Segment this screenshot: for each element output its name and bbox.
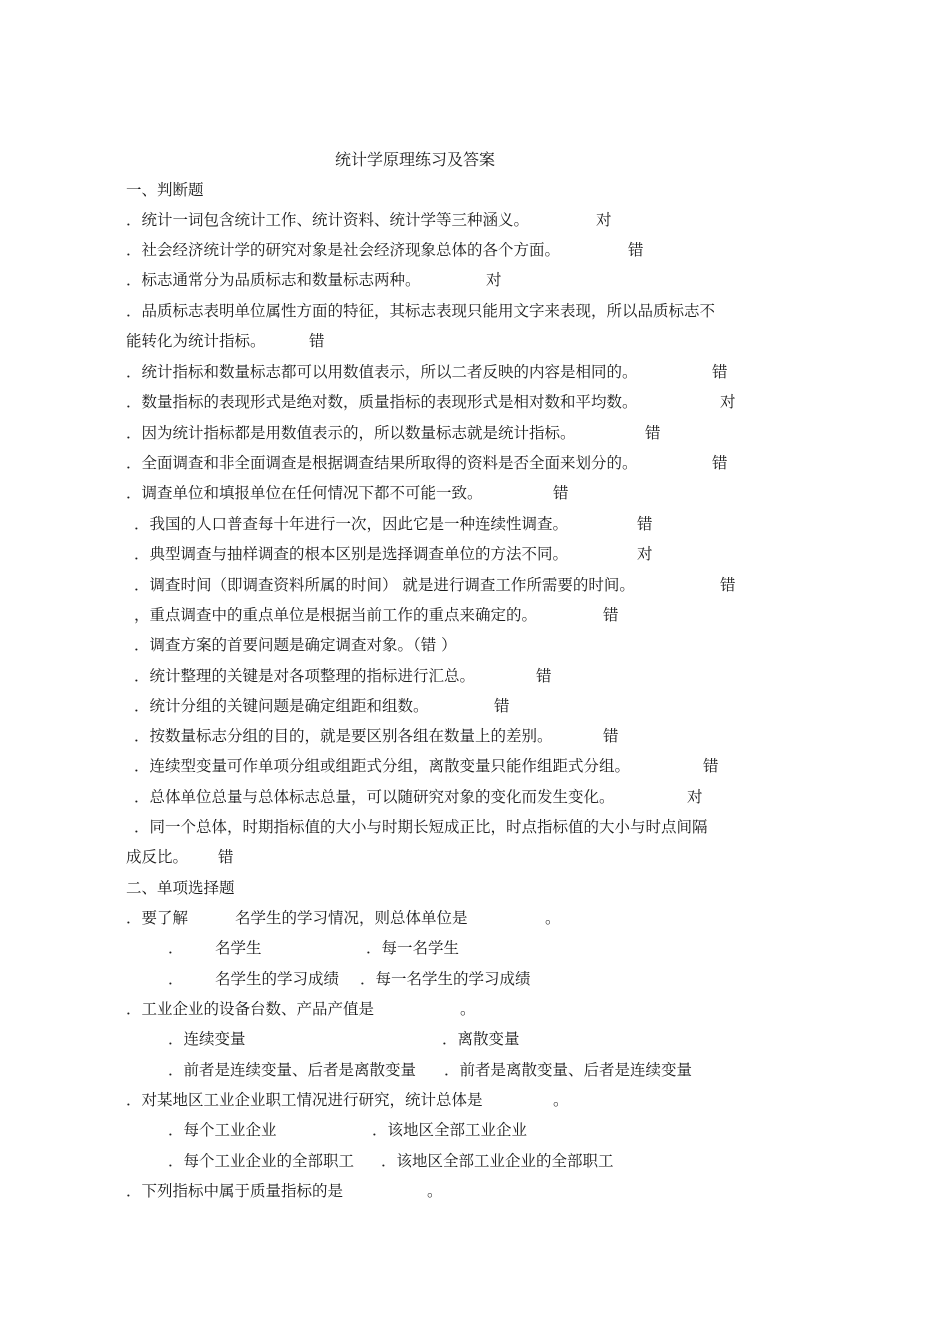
judgement-answer: 错 (712, 363, 728, 381)
question-stem-continued: 名学生的学习情况，则总体单位是 (235, 909, 468, 927)
judgement-item: ．品质标志表明单位属性方面的特征，其标志表现只能用文字来表现，所以品质标志不 (126, 302, 716, 320)
judgement-item: ．我国的人口普查每十年进行一次，因此它是一种连续性调查。 (134, 515, 569, 533)
option-b: ．离散变量 (442, 1030, 520, 1048)
option-d: ．前者是离散变量、后者是连续变量 (444, 1061, 693, 1079)
question-stem-end: 。 (545, 909, 561, 927)
section-heading-judgement: 一、判断题 (126, 181, 204, 199)
judgement-item: ．统计指标和数量标志都可以用数值表示，所以二者反映的内容是相同的。 (126, 363, 638, 381)
section-heading-single-choice: 二、单项选择题 (126, 879, 235, 897)
question-stem: ．下列指标中属于质量指标的是 (126, 1182, 344, 1200)
question-stem-end: 。 (427, 1182, 443, 1200)
page-title: 统计学原理练习及答案 (335, 150, 496, 169)
judgement-answer: 错 (603, 727, 619, 745)
question-stem: ．要了解 (126, 909, 189, 927)
question-stem-end: 。 (553, 1091, 569, 1109)
option-d: ．每一名学生的学习成绩 (360, 970, 531, 988)
judgement-item: ．同一个总体，时期指标值的大小与时期长短成正比，时点指标值的大小与时点间隔 (134, 818, 708, 836)
judgement-item: ．典型调查与抽样调查的根本区别是选择调查单位的方法不同。 (134, 545, 569, 563)
judgement-answer: 错 (218, 848, 234, 866)
judgement-answer: 错 (603, 606, 619, 624)
judgement-answer: 错 (553, 484, 569, 502)
judgement-item: ．调查时间（即调查资料所属的时间） 就是进行调查工作所需要的时间。 (134, 576, 635, 594)
judgement-item-continued: 成反比。 (126, 848, 189, 866)
option-a: 名学生 (215, 939, 262, 957)
judgement-item: ．按数量标志分组的目的，就是要区别各组在数量上的差别。 (134, 727, 553, 745)
judgement-item: ．统计整理的关键是对各项整理的指标进行汇总。 (134, 667, 476, 685)
option-b: ．该地区全部工业企业 (372, 1121, 528, 1139)
judgement-item: ．全面调查和非全面调查是根据调查结果所取得的资料是否全面来划分的。 (126, 454, 638, 472)
question-stem: ．对某地区工业企业职工情况进行研究，统计总体是 (126, 1091, 483, 1109)
question-stem: ．工业企业的设备台数、产品产值是 (126, 1000, 375, 1018)
judgement-item: ．调查单位和填报单位在任何情况下都不可能一致。 (126, 484, 483, 502)
judgement-item-continued: 能转化为统计指标。 (126, 332, 266, 350)
judgement-answer: 错 (536, 667, 552, 685)
judgement-item: ．统计一词包含统计工作、统计资料、统计学等三种涵义。 (126, 211, 530, 229)
judgement-answer: 错 (309, 332, 325, 350)
judgement-answer: 错 (645, 424, 661, 442)
judgement-item: ．统计分组的关键问题是确定组距和组数。 (134, 697, 429, 715)
judgement-item: ．总体单位总量与总体标志总量，可以随研究对象的变化而发生变化。 (134, 788, 615, 806)
judgement-answer: 错 (628, 241, 644, 259)
judgement-answer: 对 (720, 393, 736, 411)
judgement-item: ．社会经济统计学的研究对象是社会经济现象总体的各个方面。 (126, 241, 561, 259)
judgement-answer: 对 (486, 271, 502, 289)
judgement-item: ，重点调查中的重点单位是根据当前工作的重点来确定的。 (134, 606, 538, 624)
judgement-item: ．因为统计指标都是用数值表示的，所以数量标志就是统计指标。 (126, 424, 576, 442)
option-b: ．每一名学生 (366, 939, 460, 957)
judgement-answer: 对 (687, 788, 703, 806)
judgement-answer: 错 (703, 757, 719, 775)
judgement-item: ．调查方案的首要问题是确定调查对象。（错 ） (134, 636, 457, 654)
option-d: ．该地区全部工业企业的全部职工 (381, 1152, 614, 1170)
judgement-item: ．标志通常分为品质标志和数量标志两种。 (126, 271, 421, 289)
question-stem-end: 。 (460, 1000, 476, 1018)
judgement-answer: 对 (596, 211, 612, 229)
judgement-answer: 对 (637, 545, 653, 563)
judgement-answer: 错 (637, 515, 653, 533)
option-c: 名学生的学习成绩 (215, 970, 340, 988)
judgement-answer: 错 (720, 576, 736, 594)
judgement-item: ．连续型变量可作单项分组或组距式分组，离散变量只能作组距式分组。 (134, 757, 631, 775)
option-c: ．前者是连续变量、后者是离散变量 (168, 1061, 417, 1079)
option-a: ．每个工业企业 (168, 1121, 277, 1139)
judgement-item: ．数量指标的表现形式是绝对数，质量指标的表现形式是相对数和平均数。 (126, 393, 638, 411)
option-a-marker: ． (168, 939, 184, 957)
option-a: ．连续变量 (168, 1030, 246, 1048)
judgement-answer: 错 (712, 454, 728, 472)
option-c-marker: ． (168, 970, 184, 988)
option-c: ．每个工业企业的全部职工 (168, 1152, 355, 1170)
judgement-answer: 错 (494, 697, 510, 715)
